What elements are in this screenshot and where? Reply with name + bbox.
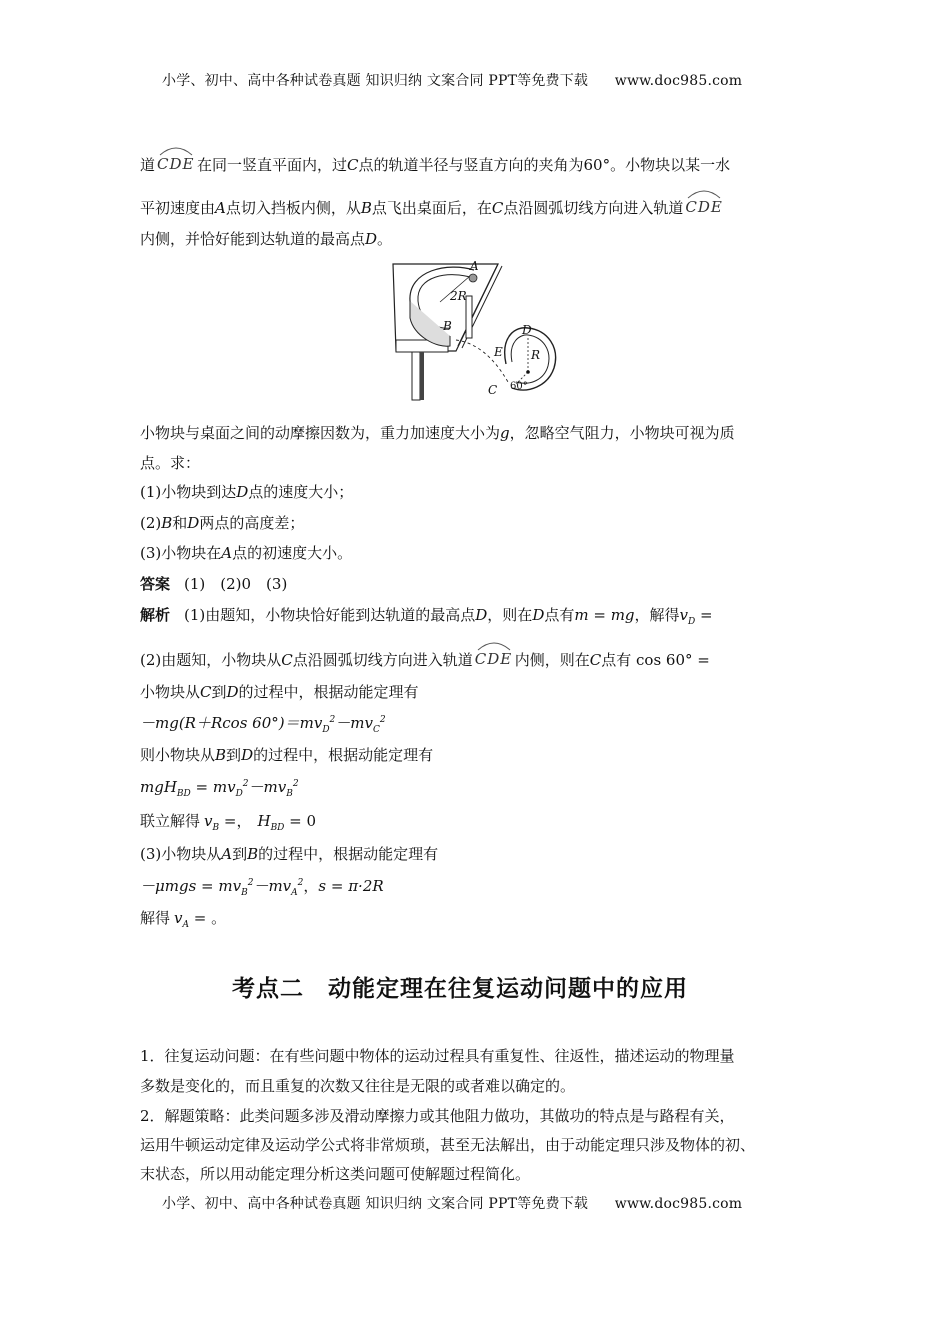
analysis-line-1: 解析 (1)由题知，小物块恰好能到达轨道的最高点D，则在D点有m = mg，解得$v_D$ = [140,606,713,627]
label-r: R [531,348,541,362]
question-3: (3)小物块在A点的初速度大小。 [140,544,353,562]
problem-line-4: 小物块与桌面之间的动摩擦因数为，重力加速度大小为g，忽略空气阻力，小物块可视为质 [140,424,735,442]
label-c: C [488,383,498,397]
analysis-line-5: 则小物块从B到D的过程中，根据动能定理有 [140,746,434,764]
answer-text: (1) (2)0 (3) [184,575,288,593]
analysis-eq-2: $mgH_{BD} = mv_D^2-mv_B^2$ [140,778,299,799]
arc-cde-symbol: CDE [685,198,723,216]
section-p2-l1: 2．解题策略：此类问题多涉及滑动摩擦力或其他阻力做功，其做功的特点是与路程有关， [140,1107,735,1125]
analysis-line-3: 小物块从C到D的过程中，根据动能定理有 [140,683,419,701]
question-2: (2)B和D两点的高度差； [140,514,305,532]
section-p1-l2: 多数是变化的，而且重复的次数又往往是无限的或者难以确定的。 [140,1077,576,1095]
label-e: E [494,345,503,359]
analysis-label: 解析 [140,606,171,624]
answer-label: 答案 [140,575,171,593]
table-leg-shade [420,352,424,400]
analysis-line-7: 联立解得 $v_B$ =， $H_{BD} = 0$ [140,812,317,833]
header-text: 小学、初中、高中各种试卷真题 知识归纳 文案合同 PPT等免费下载 [162,73,589,89]
section-p1-l1: 1．往复运动问题：在有些问题中物体的运动过程具有重复性、往返性，描述运动的物理量 [140,1047,735,1065]
arc-cde-symbol: CDE [475,650,513,668]
footer-text: 小学、初中、高中各种试卷真题 知识归纳 文案合同 PPT等免费下载 [162,1196,589,1212]
section-title: 考点二 动能定理在往复运动问题中的应用 [232,976,688,1002]
label-b: B [443,319,452,333]
analysis-eq-3: $-\mu mgs = mv_B^2-mv_A^2$，s = π·2R [140,877,384,898]
section-p2-l3: 末状态，所以用动能定理分析这类问题可使解题过程简化。 [140,1165,531,1183]
label-a: A [470,259,479,273]
problem-line-1: 道 CDE 在同一竖直平面内，过C点的轨道半径与竖直方向的夹角为60°。小物块以某一水 [140,154,730,175]
page-footer [162,1193,742,1213]
track-center [526,370,530,374]
analysis-line-10: 解得 $v_A$ = 。 [140,909,227,930]
page-header [162,70,742,90]
section-p2-l2: 运用牛顿运动定律及运动学公式将非常烦琐，甚至无法解出，由于动能定理只涉及物体的初、 [140,1136,756,1154]
label-angle: 60° [510,381,528,392]
analysis-line-2: (2)由题知，小物块从C点沿圆弧切线方向进入轨道 CDE 内侧，则在C点有 cos 60° = [140,649,710,670]
footer-url: www.doc985.com [614,1196,743,1212]
answer-line [140,573,287,594]
analysis-eq-1: －mg(R＋Rcos $60^\circ)=mv_D^2-mv_C^2$ [140,714,386,735]
block-ball [469,274,477,282]
table-leg-back [466,296,472,338]
problem-line-2: 平初速度由A点切入挡板内侧，从B点飞出桌面后，在C点沿圆弧切线方向进入轨道 CDE [140,197,725,218]
header-url: www.doc985.com [614,73,743,89]
problem-line-5: 点。求： [140,454,201,472]
problem-line-3: 内侧，并恰好能到达轨道的最高点D。 [140,230,393,248]
question-1: (1)小物块到达D点的速度大小； [140,483,354,501]
track-figure [388,256,568,406]
table-leg [412,352,420,400]
label-2r: 2R [450,289,467,303]
label-d: D [522,323,532,337]
analysis-line-8: (3)小物块从A到B的过程中，根据动能定理有 [140,845,439,863]
arc-cde-symbol: CDE [157,155,195,173]
